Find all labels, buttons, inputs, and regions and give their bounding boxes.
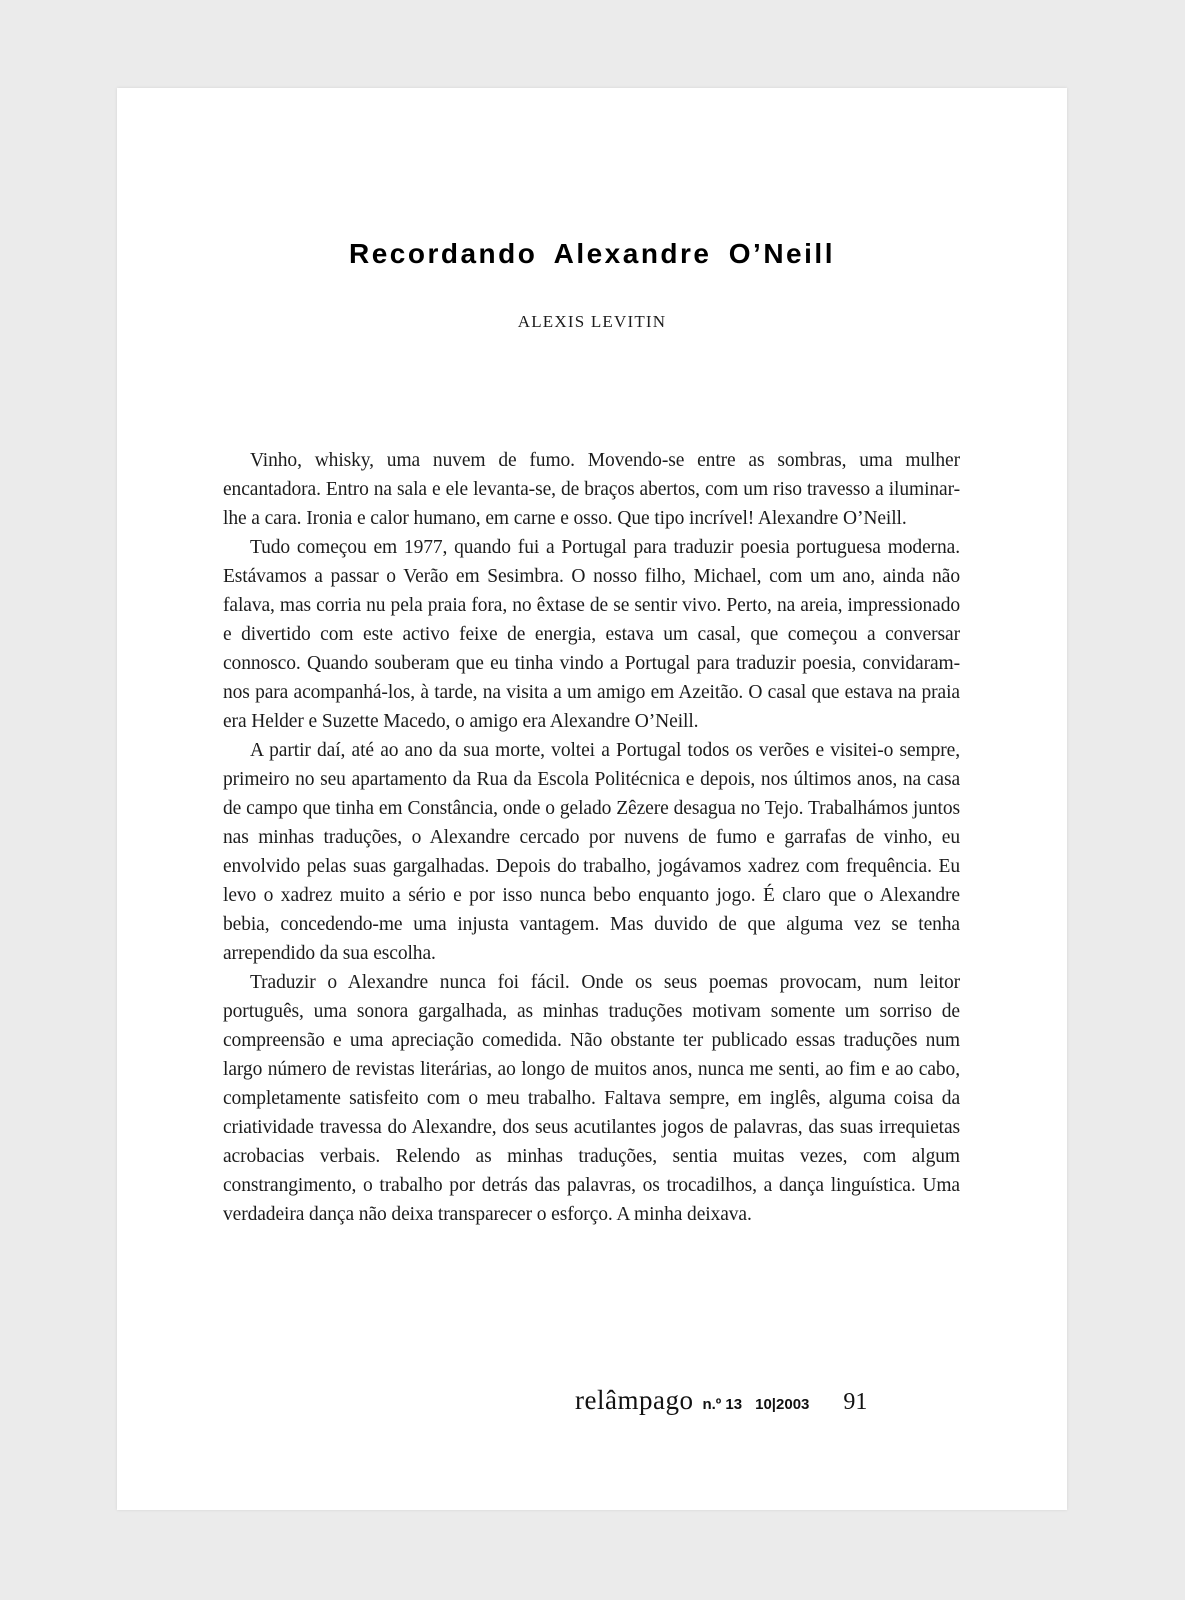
document-page <box>117 88 1067 1510</box>
article-paragraph-4: Traduzir o Alexandre nunca foi fácil. Onde os seus poemas provocam, num leitor português, uma sonora gargalhada, as minhas traduções motivam somente um sorriso de compreensão e uma apreciação comedida. Não obstante ter publicado essas traduções num largo número de revistas literárias, ao longo de muitos anos, nunca me senti, ao fim e ao cabo, completamente satisfeito com o meu trabalho. Faltava sempre, em inglês, alguma coisa da criatividade travessa do Alexandre, dos seus acutilantes jogos de palavras, das suas irrequietas acrobacias verbais. Relendo as minhas traduções, sentia muitas vezes, com algum constrangimento, o trabalho por detrás das palavras, os trocadilhos, a dança linguística. Uma verdadeira dança não deixa transparecer o esforço. A minha deixava. <box>223 972 960 1225</box>
journal-name: relâmpago <box>575 1385 694 1415</box>
journal-footer <box>575 1385 867 1416</box>
article-body <box>223 446 960 1229</box>
author-name: ALEXIS LEVITIN <box>517 312 667 331</box>
page-number: 91 <box>843 1389 868 1415</box>
issue-date: 10|2003 <box>755 1396 810 1413</box>
article-paragraph-1: Vinho, whisky, uma nuvem de fumo. Movendo-se entre as sombras, uma mulher encantadora. Entro na sala e ele levanta-se, de braços abertos, com um riso travesso a iluminar-lhe a cara. Ironia e calor humano, em carne e osso. Que tipo incrível! Alexandre O’Neill. <box>223 450 960 529</box>
article-paragraph-3: A partir daí, até ao ano da sua morte, voltei a Portugal todos os verões e visitei-o sempre, primeiro no seu apartamento da Rua da Escola Politécnica e depois, nos últimos anos, na casa de campo que tinha em Constância, onde o gelado Zêzere desagua no Tejo. Trabalhámos juntos nas minhas traduções, o Alexandre cercado por nuvens de fumo e garrafas de vinho, eu envolvido pelas suas gargalhadas. Depois do trabalho, jogávamos xadrez com frequência. Eu levo o xadrez muito a sério e por isso nunca bebo enquanto jogo. É claro que o Alexandre bebia, concedendo-me uma injusta vantagem. Mas duvido de que alguma vez se tenha arrependido da sua escolha. <box>223 740 960 964</box>
article-paragraph-2: Tudo começou em 1977, quando fui a Portugal para traduzir poesia portuguesa moderna. Estávamos a passar o Verão em Sesimbra. O nosso filho, Michael, com um ano, ainda não falava, mas corria nu pela praia fora, no êxtase de se sentir vivo. Perto, na areia, impressionado e divertido com este activo feixe de energia, estava um casal, que começou a conversar connosco. Quando souberam que eu tinha vindo a Portugal para traduzir poesia, convidaram-nos para acompanhá-los, à tarde, na visita a um amigo em Azeitão. O casal que estava na praia era Helder e Suzette Macedo, o amigo era Alexandre O’Neill. <box>223 537 960 732</box>
article-title: Recordando Alexandre O’Neill <box>349 238 835 269</box>
issue-number: n.º 13 <box>702 1396 743 1413</box>
